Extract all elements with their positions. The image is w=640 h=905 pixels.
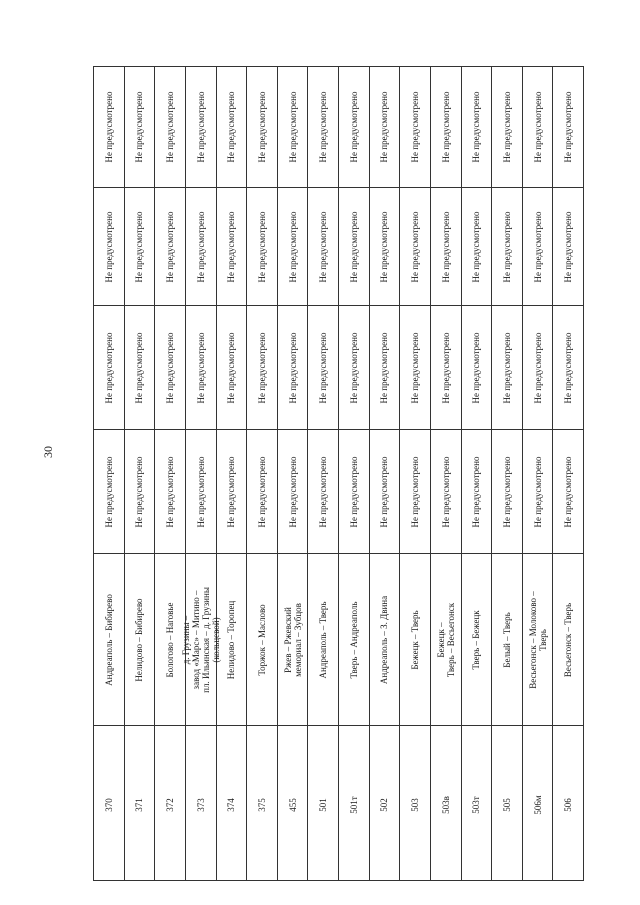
cell-route-text: Тверь – Андреаполь bbox=[348, 601, 359, 679]
cell-col-6-text: Не предусмотрено bbox=[287, 91, 298, 163]
cell-col-5 bbox=[462, 187, 492, 306]
cell-number bbox=[523, 725, 553, 883]
cell-number bbox=[125, 725, 155, 883]
cell-col-5 bbox=[94, 187, 124, 306]
cell-col-4 bbox=[553, 305, 583, 430]
cell-col-6-text: Не предусмотрено bbox=[348, 91, 359, 163]
cell-col-4 bbox=[155, 305, 185, 430]
cell-col-6-text: Не предусмотрено bbox=[501, 91, 512, 163]
table-row bbox=[247, 67, 278, 880]
cell-col-4 bbox=[247, 305, 277, 430]
cell-col-6 bbox=[462, 67, 492, 187]
cell-col-3 bbox=[400, 429, 430, 554]
cell-col-4-text: Не предусмотрено bbox=[440, 332, 451, 404]
cell-route bbox=[462, 553, 492, 726]
cell-col-5 bbox=[308, 187, 338, 306]
table-row bbox=[278, 67, 309, 880]
cell-col-3 bbox=[94, 429, 124, 554]
cell-number-text: 455 bbox=[287, 797, 298, 812]
cell-number-text: 371 bbox=[134, 797, 145, 812]
cell-col-3-text: Не предусмотрено bbox=[532, 456, 543, 528]
cell-col-6 bbox=[125, 67, 155, 187]
cell-col-3 bbox=[155, 429, 185, 554]
cell-col-3 bbox=[431, 429, 461, 554]
cell-col-3-text: Не предусмотрено bbox=[134, 456, 145, 528]
cell-col-3 bbox=[370, 429, 400, 554]
cell-route-text: Бежецк – Тверь bbox=[410, 610, 421, 670]
cell-col-5 bbox=[523, 187, 553, 306]
cell-col-5 bbox=[125, 187, 155, 306]
cell-col-5 bbox=[431, 187, 461, 306]
routes-table bbox=[93, 66, 584, 881]
cell-col-4 bbox=[94, 305, 124, 430]
cell-route-text: Нелидово – Торопец bbox=[226, 600, 237, 680]
cell-col-6-text: Не предусмотрено bbox=[379, 91, 390, 163]
cell-number bbox=[247, 725, 277, 883]
cell-route-text: Нелидово – Бибирево bbox=[134, 598, 145, 682]
cell-col-3-text: Не предусмотрено bbox=[348, 456, 359, 528]
cell-col-4 bbox=[400, 305, 430, 430]
cell-col-5-text: Не предусмотрено bbox=[226, 211, 237, 283]
cell-col-6-text: Не предусмотрено bbox=[471, 91, 482, 163]
table-row bbox=[431, 67, 462, 880]
cell-route bbox=[553, 553, 583, 726]
cell-col-4 bbox=[431, 305, 461, 430]
cell-col-6-text: Не предусмотрено bbox=[532, 91, 543, 163]
cell-col-4-text: Не предусмотрено bbox=[287, 332, 298, 404]
cell-route-text: Ржев – Ржевский мемориал – Зубцов bbox=[282, 603, 303, 677]
cell-number-text: 503 bbox=[410, 797, 421, 812]
cell-col-3 bbox=[247, 429, 277, 554]
cell-number bbox=[186, 725, 216, 883]
table-row bbox=[155, 67, 186, 880]
cell-col-6-text: Не предусмотрено bbox=[256, 91, 267, 163]
cell-col-3-text: Не предусмотрено bbox=[103, 456, 114, 528]
cell-col-3 bbox=[492, 429, 522, 554]
cell-route bbox=[400, 553, 430, 726]
cell-route-text: Белый – Тверь bbox=[501, 612, 512, 668]
cell-col-6 bbox=[155, 67, 185, 187]
cell-col-4-text: Не предусмотрено bbox=[471, 332, 482, 404]
cell-route bbox=[523, 553, 553, 726]
cell-col-6-text: Не предусмотрено bbox=[134, 91, 145, 163]
cell-route-text: Андреаполь – Бибирево bbox=[103, 594, 114, 686]
cell-col-4 bbox=[186, 305, 216, 430]
cell-number bbox=[308, 725, 338, 883]
cell-col-3 bbox=[523, 429, 553, 554]
cell-col-3 bbox=[553, 429, 583, 554]
cell-col-5-text: Не предусмотрено bbox=[103, 211, 114, 283]
cell-col-6-text: Не предусмотрено bbox=[195, 91, 206, 163]
cell-col-3 bbox=[217, 429, 247, 554]
cell-col-6 bbox=[553, 67, 583, 187]
cell-route bbox=[339, 553, 369, 726]
cell-route bbox=[431, 553, 461, 726]
cell-col-3 bbox=[186, 429, 216, 554]
cell-col-5 bbox=[186, 187, 216, 306]
cell-col-6-text: Не предусмотрено bbox=[165, 91, 176, 163]
cell-col-4 bbox=[278, 305, 308, 430]
cell-number-text: 505 bbox=[501, 797, 512, 812]
cell-col-5-text: Не предусмотрено bbox=[318, 211, 329, 283]
cell-col-6 bbox=[523, 67, 553, 187]
cell-col-6 bbox=[492, 67, 522, 187]
cell-number bbox=[431, 725, 461, 883]
cell-col-5 bbox=[370, 187, 400, 306]
cell-number-text: 375 bbox=[256, 797, 267, 812]
cell-route-text: Бежецк – Тверь – Весьегонск bbox=[435, 602, 456, 678]
cell-number-text: 501 bbox=[318, 797, 329, 812]
cell-col-6 bbox=[247, 67, 277, 187]
cell-number bbox=[278, 725, 308, 883]
cell-col-5 bbox=[400, 187, 430, 306]
cell-col-6 bbox=[308, 67, 338, 187]
cell-col-5-text: Не предусмотрено bbox=[440, 211, 451, 283]
cell-col-6 bbox=[94, 67, 124, 187]
cell-col-3-text: Не предусмотрено bbox=[410, 456, 421, 528]
cell-col-6 bbox=[278, 67, 308, 187]
cell-col-4-text: Не предусмотрено bbox=[195, 332, 206, 404]
cell-col-4 bbox=[125, 305, 155, 430]
cell-col-5-text: Не предусмотрено bbox=[165, 211, 176, 283]
cell-route bbox=[247, 553, 277, 726]
cell-number-text: 501т bbox=[348, 795, 359, 814]
cell-col-5-text: Не предусмотрено bbox=[501, 211, 512, 283]
cell-route-text: Весьегонск – Молоково – Тверь bbox=[527, 591, 548, 689]
cell-route-text: Бологово – Наговье bbox=[165, 602, 176, 678]
cell-col-6-text: Не предусмотрено bbox=[103, 91, 114, 163]
cell-col-6 bbox=[370, 67, 400, 187]
cell-col-4-text: Не предусмотрено bbox=[532, 332, 543, 404]
cell-number-text: 374 bbox=[226, 797, 237, 812]
cell-col-5 bbox=[492, 187, 522, 306]
cell-col-4 bbox=[462, 305, 492, 430]
cell-number-text: 503т bbox=[471, 795, 482, 814]
cell-col-4-text: Не предусмотрено bbox=[318, 332, 329, 404]
table-row bbox=[370, 67, 401, 880]
cell-col-4 bbox=[217, 305, 247, 430]
cell-col-3 bbox=[125, 429, 155, 554]
cell-col-6 bbox=[186, 67, 216, 187]
cell-number-text: 502 bbox=[379, 797, 390, 812]
cell-col-3-text: Не предусмотрено bbox=[287, 456, 298, 528]
cell-col-4 bbox=[370, 305, 400, 430]
cell-col-5-text: Не предусмотрено bbox=[256, 211, 267, 283]
cell-col-4 bbox=[523, 305, 553, 430]
cell-col-5-text: Не предусмотрено bbox=[532, 211, 543, 283]
cell-route bbox=[94, 553, 124, 726]
cell-number bbox=[94, 725, 124, 883]
cell-route-text: Тверь – Бежецк bbox=[471, 610, 482, 670]
cell-route bbox=[180, 553, 221, 726]
cell-route-text: Андреаполь – З. Двина bbox=[379, 595, 390, 685]
cell-col-3 bbox=[339, 429, 369, 554]
cell-route bbox=[492, 553, 522, 726]
table-row bbox=[125, 67, 156, 880]
page-number: 30 bbox=[41, 446, 55, 458]
cell-col-5-text: Не предусмотрено bbox=[134, 211, 145, 283]
cell-col-3-text: Не предусмотрено bbox=[318, 456, 329, 528]
cell-col-3-text: Не предусмотрено bbox=[471, 456, 482, 528]
cell-number bbox=[155, 725, 185, 883]
cell-number bbox=[492, 725, 522, 883]
cell-col-4-text: Не предусмотрено bbox=[501, 332, 512, 404]
cell-number bbox=[400, 725, 430, 883]
cell-col-4 bbox=[492, 305, 522, 430]
cell-col-5-text: Не предусмотрено bbox=[410, 211, 421, 283]
table-row bbox=[523, 67, 554, 880]
cell-col-6-text: Не предусмотрено bbox=[226, 91, 237, 163]
cell-col-3-text: Не предусмотрено bbox=[440, 456, 451, 528]
cell-route-text: Андреаполь – Тверь bbox=[318, 601, 329, 679]
cell-col-6-text: Не предусмотрено bbox=[410, 91, 421, 163]
cell-col-6-text: Не предусмотрено bbox=[563, 91, 574, 163]
cell-route-text: Весьегонск – Тверь bbox=[563, 602, 574, 678]
cell-col-6 bbox=[431, 67, 461, 187]
table-row bbox=[492, 67, 523, 880]
cell-number bbox=[370, 725, 400, 883]
cell-route-text: д. Грузины – завод «Марс» – Митино – пл. Ильинская – д. Грузины (кольцевой) bbox=[180, 587, 221, 693]
cell-route bbox=[125, 553, 155, 726]
cell-col-6 bbox=[339, 67, 369, 187]
cell-col-5 bbox=[155, 187, 185, 306]
cell-route bbox=[308, 553, 338, 726]
cell-col-5-text: Не предусмотрено bbox=[563, 211, 574, 283]
cell-col-5 bbox=[247, 187, 277, 306]
cell-col-4-text: Не предусмотрено bbox=[256, 332, 267, 404]
cell-number-text: 370 bbox=[103, 797, 114, 812]
cell-col-4-text: Не предусмотрено bbox=[563, 332, 574, 404]
cell-col-3-text: Не предусмотрено bbox=[195, 456, 206, 528]
cell-col-3 bbox=[278, 429, 308, 554]
cell-col-5-text: Не предусмотрено bbox=[379, 211, 390, 283]
cell-col-4-text: Не предусмотрено bbox=[103, 332, 114, 404]
table-row bbox=[339, 67, 370, 880]
cell-col-6 bbox=[400, 67, 430, 187]
table-row bbox=[94, 67, 125, 880]
cell-col-6-text: Не предусмотрено bbox=[318, 91, 329, 163]
cell-number bbox=[553, 725, 583, 883]
cell-col-4-text: Не предусмотрено bbox=[165, 332, 176, 404]
cell-col-3-text: Не предусмотрено bbox=[256, 456, 267, 528]
cell-col-6-text: Не предусмотрено bbox=[440, 91, 451, 163]
cell-col-4 bbox=[339, 305, 369, 430]
table-row bbox=[400, 67, 431, 880]
cell-number bbox=[339, 725, 369, 883]
cell-col-3 bbox=[308, 429, 338, 554]
cell-col-3-text: Не предусмотрено bbox=[379, 456, 390, 528]
table-row bbox=[308, 67, 339, 880]
cell-col-5-text: Не предусмотрено bbox=[287, 211, 298, 283]
cell-col-5-text: Не предусмотрено bbox=[195, 211, 206, 283]
table-row bbox=[462, 67, 493, 880]
cell-col-4-text: Не предусмотрено bbox=[348, 332, 359, 404]
cell-col-5 bbox=[553, 187, 583, 306]
cell-col-3 bbox=[462, 429, 492, 554]
cell-number-text: 506 bbox=[563, 797, 574, 812]
cell-col-5 bbox=[278, 187, 308, 306]
cell-col-3-text: Не предусмотрено bbox=[501, 456, 512, 528]
table-row bbox=[553, 67, 583, 880]
cell-col-5 bbox=[339, 187, 369, 306]
cell-col-6 bbox=[217, 67, 247, 187]
cell-col-4-text: Не предусмотрено bbox=[379, 332, 390, 404]
cell-col-4-text: Не предусмотрено bbox=[410, 332, 421, 404]
cell-col-4-text: Не предусмотрено bbox=[226, 332, 237, 404]
cell-number-text: 503в bbox=[440, 795, 451, 814]
cell-col-3-text: Не предусмотрено bbox=[226, 456, 237, 528]
cell-col-5-text: Не предусмотрено bbox=[471, 211, 482, 283]
cell-col-5 bbox=[217, 187, 247, 306]
cell-route bbox=[217, 553, 247, 726]
cell-route-text: Торжок – Маслово bbox=[256, 604, 267, 676]
cell-number bbox=[217, 725, 247, 883]
cell-col-5-text: Не предусмотрено bbox=[348, 211, 359, 283]
cell-route bbox=[370, 553, 400, 726]
cell-route bbox=[278, 553, 308, 726]
cell-col-3-text: Не предусмотрено bbox=[165, 456, 176, 528]
cell-number-text: 373 bbox=[195, 797, 206, 812]
cell-number-text: 372 bbox=[165, 797, 176, 812]
cell-col-3-text: Не предусмотрено bbox=[563, 456, 574, 528]
cell-number-text: 506м bbox=[532, 794, 543, 815]
table-row bbox=[180, 67, 221, 880]
cell-col-4 bbox=[308, 305, 338, 430]
cell-number bbox=[462, 725, 492, 883]
cell-col-4-text: Не предусмотрено bbox=[134, 332, 145, 404]
table-row bbox=[217, 67, 248, 880]
